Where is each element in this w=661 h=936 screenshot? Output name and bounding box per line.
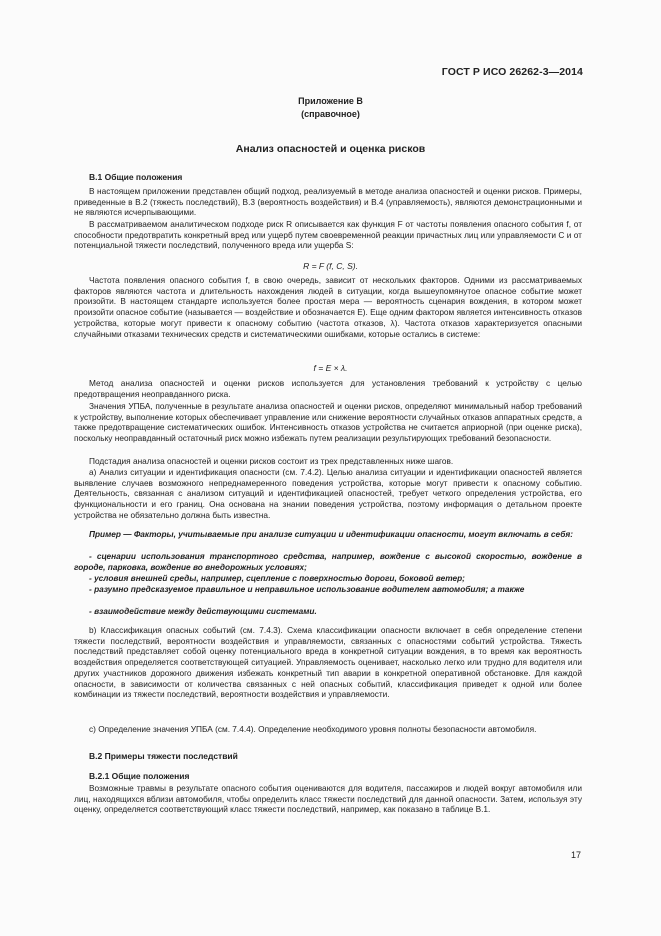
section-heading-b1: В.1 Общие положения — [89, 172, 183, 182]
list-item-a: a) Анализ ситуации и идентификация опасности (см. 7.4.2). Целью анализа ситуации и идентификации опасностей является выявление случаев возможного непреднамеренного поведения устройства, которые могут привести к опасному событию. Деятельность, связанная с анализом ситуаций и идентификацией опасностей, требует четкого определения устройства, его функциональности и его границ. Она основана на знании поведения устройства, поэтому информация о детальном проекте устройства не обязательно должна быть известна. — [74, 467, 582, 520]
example-item: - разумно предсказуемое правильное и неправильное использование водителем автомобиля; а также — [89, 584, 525, 594]
example-item: - взаимодействие между действующими системами. — [89, 606, 317, 616]
standard-header: ГОСТ Р ИСО 26262-3—2014 — [441, 66, 583, 78]
section-heading-b21: В.2.1 Общие положения — [89, 771, 190, 781]
paragraph: В настоящем приложении представлен общий подход, реализуемый в методе анализа опасностей и оценки рисков. Примеры, приведенные в В.2 (тяжесть последствий), В.3 (вероятность воздействия) и В.4 (управляемость), являются демонстрационными и не являются исчерпывающими. — [74, 186, 582, 218]
paragraph: Подстадия анализа опасностей и оценки рисков состоит из трех представленных ниже шагов. — [89, 456, 454, 466]
paragraph: Возможные травмы в результате опасного события оцениваются для водителя, пассажиров и людей вокруг автомобиля или лиц, находящихся вблизи автомобиля, чтобы определить класс тяжести последствий для данной опасности. Затем, используя эту оценку, определяется соответствующий класс тяжести последствий, например, как показано в таблице В.1. — [74, 783, 582, 815]
section-heading-b2: В.2 Примеры тяжести последствий — [89, 751, 238, 761]
annex-type: (справочное) — [301, 109, 360, 119]
formula-risk: R = F (f, C, S). — [303, 261, 358, 271]
example-item: - сценарии использования транспортного средства, например, вождение с высокой скоростью, вождение в городе, парковка, вождение во внедорожных условиях; — [74, 551, 582, 572]
annex-label: Приложение В — [298, 96, 363, 106]
annex-title: Анализ опасностей и оценка рисков — [235, 143, 426, 155]
paragraph: Частота появления опасного события f, в свою очередь, зависит от нескольких факторов. Одними из рассматриваемых факторов являются частота и длительность нахождения людей в ситуации, когда вышеупомянутое опасное событие может произойти. В настоящем стандарте используется более простая мера — вероятность сценария вождения, в котором может произойти опасное событие (называется — воздействие и обозначается E). Еще одним фактором является интенсивность отказов устройства, которые могут привести к опасному событию (частота отказов, λ). Частота отказов характеризуется опасными случайными отказами технических средств и систематическими ошибками, которые остались в системе: — [74, 275, 582, 339]
paragraph: Значения УПБА, полученные в результате анализа опасностей и оценки рисков, определяют минимальный набор требований к устройству, выполнение которых обеспечивает управление или снижение вероятности случайных отказов аппаратных средств, а также предотвращение систематических ошибок. Интенсивность отказов устройства не считается априорной (при оценке риска), поскольку неоправданный остаточный риск можно избежать путем реализации результирующих требований безопасности. — [74, 401, 582, 444]
list-item-c: c) Определение значения УПБА (см. 7.4.4). Определение необходимого уровня полноты безопасности автомобиля. — [89, 724, 537, 734]
paragraph: Метод анализа опасностей и оценки рисков используется для установления требований к устройству с целью предотвращения неоправданного риска. — [74, 378, 582, 399]
example-intro: Пример — Факторы, учитываемые при анализе ситуации и идентификации опасности, могут включать в себя: — [89, 529, 574, 539]
formula-frequency: f = E × λ. — [313, 363, 348, 373]
example-item: - условия внешней среды, например, сцепление с поверхностью дороги, боковой ветер; — [89, 573, 465, 583]
list-item-b: b) Классификация опасных событий (см. 7.4.3). Схема классификации опасности включает в себя определение степени тяжести последствий, вероятности воздействия и управляемости, связанных с опасностями событий устройства. Тяжесть последствий представляет собой оценку потенциального вреда в конкретной ситуации вождения, в то время как вероятность воздействия определяется соответствующей ситуацией. Управляемость оценивает, насколько легко или трудно для водителя или других участников дорожного движения избежать конкретный тип аварии в конкретной оперативной обстановке. Для каждой опасности, в зависимости от количества связанных с ней опасных событий, классификация приведет к одной или более комбинации из тяжести последствий, вероятности воздействия и управляемости. — [74, 625, 582, 700]
page-number: 17 — [570, 850, 581, 860]
paragraph: В рассматриваемом аналитическом подходе риск R описывается как функция F от частоты появления опасного события f, от способности предотвратить конкретный вред или ущерб путем своевременной реакции причастных лиц или управляемости C и от потенциальной тяжести последствий, полученного вреда или ущерба S: — [74, 219, 582, 251]
